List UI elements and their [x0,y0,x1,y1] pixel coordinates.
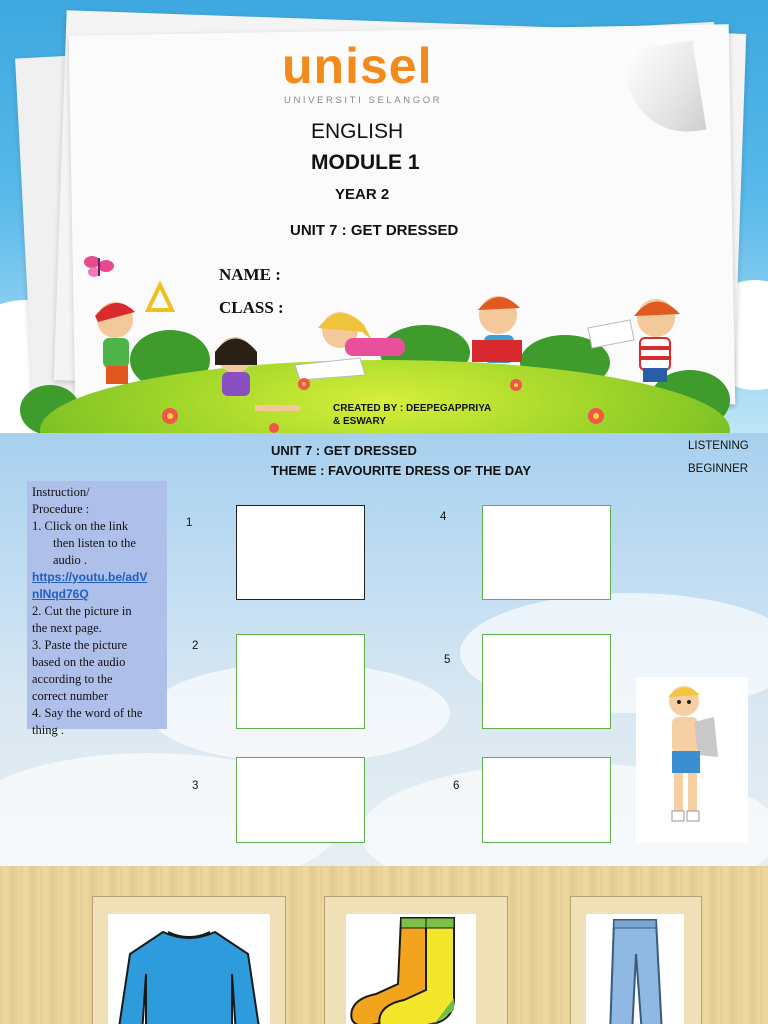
cover-title: ENGLISH [311,120,404,143]
instruction-line: correct number [32,689,109,703]
audio-link[interactable]: nlNqd76Q [32,587,89,601]
answer-box-1[interactable] [236,505,365,600]
socks-card[interactable] [346,914,476,1024]
box-number: 1 [186,517,193,529]
audio-link[interactable]: https://youtu.be/adV [32,570,148,584]
answer-box-3[interactable] [236,757,365,843]
jeans-card[interactable] [586,914,684,1024]
kid-red-cap-icon [95,285,172,384]
instruction-line: Instruction/ [32,485,90,499]
level-label: BEGINNER [688,463,749,475]
box-number: 5 [444,654,451,666]
instruction-line: 3. Paste the picture [32,638,128,652]
box-number: 2 [192,640,199,652]
answer-box-4[interactable] [482,505,611,600]
answer-box-6[interactable] [482,757,611,843]
instruction-line: according to the [32,672,113,686]
kid-blonde-girl-icon [295,312,405,380]
box-number: 6 [453,780,460,792]
instruction-line: 2. Cut the picture in [32,604,132,618]
kid-reading-book-icon [472,296,522,363]
worksheet-page [0,433,768,866]
instruction-line: Procedure : [32,502,90,516]
instruction-line: 1. Click on the link [32,519,129,533]
instruction-line: based on the audio [32,655,126,669]
sweater-card[interactable] [108,914,270,1024]
answer-box-2[interactable] [236,634,365,729]
name-label: NAME : [219,265,281,284]
instruction-line: thing . [32,723,64,737]
jeans-icon [586,914,684,1024]
socks-icon [346,914,476,1024]
instruction-panel [27,481,167,729]
boy-dressing-picture [636,677,748,843]
butterfly-icon [84,256,114,277]
kid-girl-dark-hair-icon [215,337,300,411]
logo-subtitle: UNIVERSITI SELANGOR [284,95,443,106]
cover-module: MODULE 1 [311,151,420,174]
box-number: 4 [440,511,447,523]
worksheet-unit: UNIT 7 : GET DRESSED [271,443,417,458]
created-by: CREATED BY : DEEPEGAPPRIYA & ESWARY [333,403,491,427]
cover-page [0,0,768,433]
sweater-icon [108,914,270,1024]
cover-year: YEAR 2 [335,186,390,203]
logo-wordmark: unisel [282,38,433,94]
instruction-line: the next page. [32,621,102,635]
cover-unit: UNIT 7 : GET DRESSED [290,222,459,239]
unisel-logo [282,38,482,106]
instruction-line: audio . [53,553,88,567]
box-number: 3 [192,780,199,792]
skill-label: LISTENING [688,440,749,452]
instruction-line: 4. Say the word of the [32,706,143,720]
answer-box-5[interactable] [482,634,611,729]
boy-dressing-icon [636,677,748,843]
class-label: CLASS : [219,298,284,317]
worksheet-theme: THEME : FAVOURITE DRESS OF THE DAY [271,463,532,478]
cutout-pictures-strip [0,866,768,1024]
instruction-line: then listen to the [53,536,136,550]
kid-striped-shirt-icon [588,299,680,382]
